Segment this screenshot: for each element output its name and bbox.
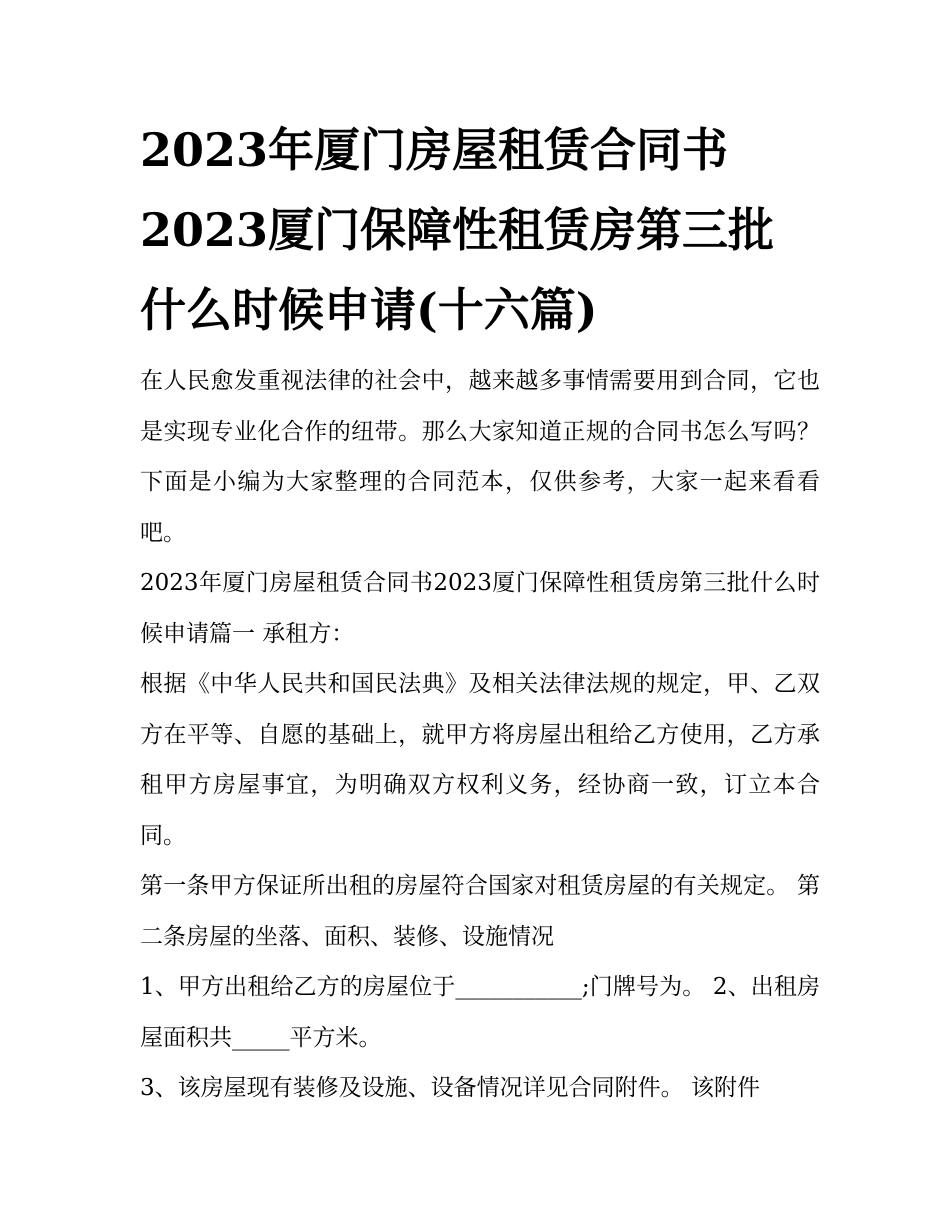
preamble-paragraph: 根据《中华人民共和国民法典》及相关法律法规的规定，甲、乙双方在平等、自愿的基础上，就甲方将房屋出租给乙方使用，乙方承租甲方房屋事宜，为明确双方权利义务，经协商一致，订立本合同。 bbox=[140, 671, 820, 849]
document-page bbox=[140, 110, 820, 1114]
clause-paragraph: 3、该房屋现有装修及设施、设备情况详见合同附件。 该附件 bbox=[140, 1075, 760, 1101]
article-paragraph: 第一条甲方保证所出租的房屋符合国家对租赁房屋的有关规定。 第二条房屋的坐落、面积、装修、设施情况 bbox=[140, 873, 820, 950]
intro-paragraph: 在人民愈发重视法律的社会中，越来越多事情需要用到合同，它也是实现专业化合作的纽带。那么大家知道正规的合同书怎么写吗？下面是小编为大家整理的合同范本，仅供参考，大家一起来看看吧。 bbox=[140, 368, 820, 546]
clause-paragraph: 1、甲方出租给乙方的房屋位于___________;门牌号为。 2、出租房屋面积共_____平方米。 bbox=[140, 974, 820, 1051]
section-heading: 2023年厦门房屋租赁合同书2023厦门保障性租赁房第三批什么时候申请篇一 承租方： bbox=[140, 570, 820, 647]
document-title: 2023年厦门房屋租赁合同书2023厦门保障性租赁房第三批什么时候申请(十六篇) bbox=[140, 123, 775, 337]
